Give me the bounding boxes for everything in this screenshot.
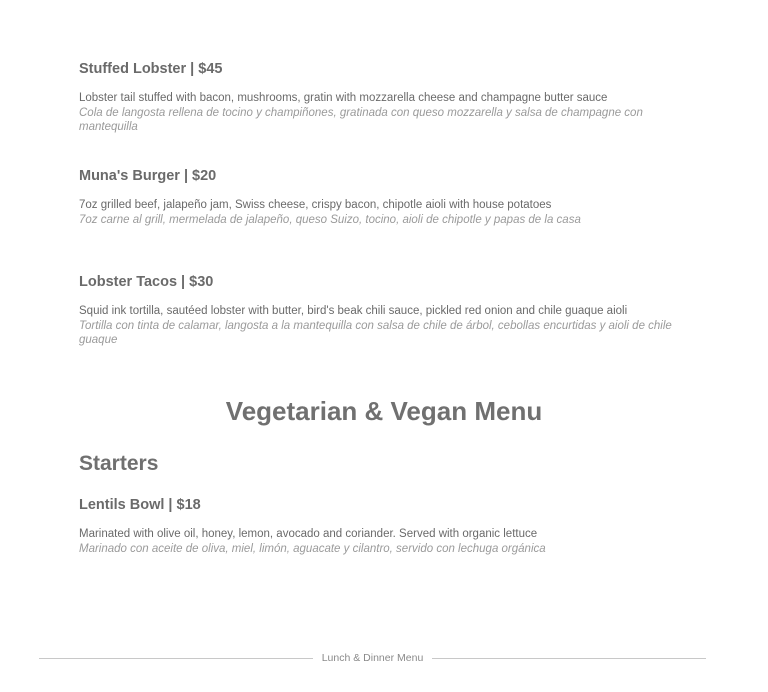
item-description-spanish: Tortilla con tinta de calamar, langosta a la mantequilla con salsa de chile de árbol, cebollas encurtidas y aioli de chile guaque — [79, 320, 672, 346]
item-title: Lentils Bowl | $18 — [79, 497, 201, 513]
item-description-spanish: Marinado con aceite de oliva, miel, limón, aguacate y cilantro, servido con lechuga orgánica — [79, 543, 546, 555]
footer-divider-left — [39, 658, 313, 659]
footer-divider-right — [432, 658, 706, 659]
item-description-spanish: 7oz carne al grill, mermelada de jalapeño, queso Suizo, tocino, aioli de chipotle y papas de la casa — [79, 214, 581, 226]
item-description: 7oz grilled beef, jalapeño jam, Swiss cheese, crispy bacon, chipotle aioli with house potatoes — [79, 199, 552, 211]
section-title: Vegetarian & Vegan Menu — [225, 396, 543, 426]
footer-label: Lunch & Dinner Menu — [321, 652, 424, 664]
item-title: Stuffed Lobster | $45 — [79, 61, 223, 77]
page-footer — [39, 650, 706, 666]
item-title: Muna's Burger | $20 — [79, 168, 217, 184]
item-title: Lobster Tacos | $30 — [79, 274, 214, 290]
item-description: Marinated with olive oil, honey, lemon, avocado and coriander. Served with organic lettuce — [79, 528, 538, 540]
item-description: Lobster tail stuffed with bacon, mushrooms, gratin with mozzarella cheese and champagne butter sauce — [79, 92, 608, 104]
menu-item-munas-burger — [79, 167, 699, 227]
item-description: Squid ink tortilla, sautéed lobster with butter, bird's beak chili sauce, pickled red onion and chile guaque aioli — [79, 305, 628, 317]
menu-item-lobster-tacos — [79, 273, 699, 347]
menu-item-lentils-bowl — [79, 496, 699, 556]
menu-item-stuffed-lobster — [79, 60, 699, 134]
item-description-spanish: Cola de langosta rellena de tocino y champiñones, gratinada con queso mozzarella y salsa de champagne con mantequilla — [79, 107, 643, 133]
subsection-title: Starters — [79, 452, 159, 475]
